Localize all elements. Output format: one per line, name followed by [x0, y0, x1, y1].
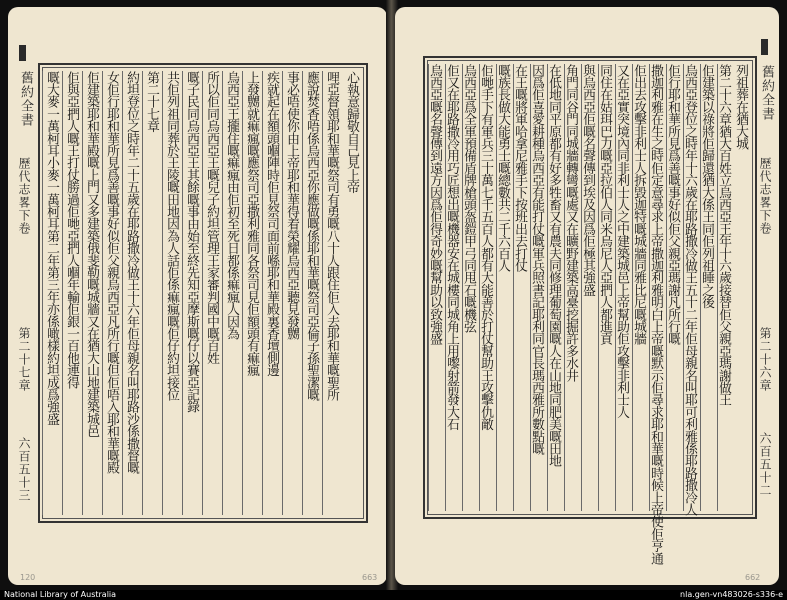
left-column: 事必唔使你由上帝耶和華得着榮耀烏西亞聽見發嬲 [282, 71, 301, 515]
right-margin-mark [761, 39, 768, 55]
left-text-frame [38, 63, 368, 523]
left-page [8, 7, 387, 585]
right-column: 烏西亞嘅名聲傳到遠方因爲佢得奇妙嘅幫助以致強盛 [428, 64, 444, 511]
left-column: 女佢行耶和華所見爲善嘅事好似佢父親烏西亞凡所行嘅但佢唔入耶和華嘅殿 [102, 71, 121, 515]
left-column: 所以佢同烏西亞王嘅兒子約坦管理王家審判國中嘅百姓 [202, 71, 221, 515]
right-book-title: 舊約全書 [759, 65, 774, 121]
right-column: 佢出去攻擊非利士人拆毀迦特嘅城牆同雅比尼嘅城牆 [632, 64, 648, 511]
left-page-stamp: 663 [362, 573, 378, 582]
left-column: 嘅大麥一萬柯耳小麥一萬柯耳第二年第三年亦係噉樣約坦成爲強盛 [42, 71, 61, 515]
left-margin-mark [19, 45, 26, 61]
right-page [395, 7, 779, 585]
left-columns [42, 67, 364, 519]
right-column: 烏西亞爲全軍預備盾牌槍頭盔鎧甲弓同甩石嘅機弦 [462, 64, 478, 511]
right-column: 佢行耶和華所見爲善嘅事好似佢父親亞瑪謝凡所行嘅 [666, 64, 682, 511]
library-footer [0, 590, 787, 600]
left-column: 佢建築耶和華殿嘅上門又多建築俄斐勒嘅城牆又在猶大山地建築城邑 [82, 71, 101, 515]
right-text-frame [423, 56, 757, 565]
right-column: 角門同谷門同城牆轉彎嘅處又在曠野建築高臺挖掘許多水井 [564, 64, 580, 511]
left-column: 哩亞督領耶和華嘅祭司有勇嘅八十人跟住佢入去耶和華嘅聖所 [322, 71, 341, 515]
right-column: 因爲佢喜愛耕種烏西亞有能打仗嘅軍兵照書記耶利同官長瑪西雅所數點嘅 [530, 64, 546, 511]
right-page-stamp: 662 [745, 573, 761, 582]
left-page-number: 六百五十三 [17, 437, 31, 502]
left-chapter-label: 第二十七章 [17, 327, 31, 392]
right-section-title: 歷代志畧下卷 [758, 157, 772, 235]
right-column: 又在亞實突境內同非利士人之中建築城邑上帝幫助佢攻擊非利士人 [615, 64, 631, 511]
left-column: 第二十七章 [142, 71, 161, 515]
right-column: 佢哋手下有軍兵三十萬七千五百人都有大能善於打仗幫助王攻擊仇敵 [479, 64, 495, 511]
left-column: 烏西亞王攏住嘅痲瘋由佢初至死日都係痲瘋人因為 [222, 71, 241, 515]
left-column: 約坦登位之時年二十五歲在耶路撒冷做王十六年佢母親名叫耶路沙係撒督嘅 [122, 71, 141, 515]
right-chapter-label: 第二十六章 [758, 327, 772, 392]
right-column: 同住在姑珥巴力嘅亞拉伯人同米烏尼人亞捫人都進貢 [598, 64, 614, 511]
left-column: 上發嬲就痲瘋嘅應祭司亞撒利雅同各祭司見佢額頭有痲瘋 [242, 71, 261, 515]
right-column: 佢建築以祿將佢歸還猶大係王同佢列祖睡之後 [700, 64, 716, 511]
left-corner-stamp: 120 [20, 573, 36, 582]
left-column: 疾就起在額頭嗰陣時佢見祭司面前喺耶和華殿裏香壇側邊 [262, 71, 281, 515]
right-column: 撒迦利雅在生之時佢定意尋求上帝撒迦利雅明白上帝嘅默示佢尋求耶和華嘅時候上帝使佢亨通 [648, 64, 663, 565]
right-columns [427, 60, 753, 565]
right-column: 嘅族長做大能勇士嘅總數共二千六百人 [496, 64, 512, 511]
left-book-title: 舊約全書 [18, 71, 33, 127]
right-column: 在低地同平原都有好多牲畜又有農夫同修理葡萄園嘅人在山地同肥美嘅田地 [547, 64, 563, 511]
left-column: 佢與亞捫人嘅王打仗勝過佢哋亞捫人嗰年輸佢銀一百他連得 [62, 71, 81, 515]
left-column: 心執意歸敬自己見上帝 [344, 71, 359, 193]
right-column: 烏西亞登位之時年十六歲在耶路撒冷做王五十二年佢母親名叫耶可利雅係耶路撒冷人 [682, 64, 697, 516]
footer-record-id: nla.gen-vn483026-s336-e [680, 590, 783, 599]
right-column: 在王嘅將軍哈拿尼雅手下按班出去打仗 [513, 64, 529, 511]
left-section-title: 歷代志畧下卷 [17, 157, 31, 235]
right-column: 列祖葬在猶大城 [733, 64, 748, 150]
right-page-number: 六百五十二 [758, 432, 772, 497]
right-column: 第二十六章猶大百姓立烏西亞王年十六歲接替佢父親亞瑪謝做王 [717, 64, 733, 511]
right-column: 佢又在耶路撒冷用巧匠想出嘅機器安在城樓同城角上用嚟射箭發大石 [445, 64, 461, 511]
right-column: 與烏西亞佢嘅名聲傳到埃及因爲佢極其強盛 [581, 64, 597, 511]
footer-library-name: National Library of Australia [4, 590, 117, 599]
left-column: 共佢列祖同葬於王陵嘅田地因為人話佢係痲瘋嘅佢仔約坦接位 [162, 71, 181, 515]
left-column: 應說焚香唔係烏西亞你應做嘅係耶和華嘅祭司亞倫子孫聖潔嘅 [302, 71, 321, 515]
left-column: 嘅子民同烏西亞王其餘嘅事由始至終先知亞摩斯嘅仔以賽亞記錄 [182, 71, 201, 515]
